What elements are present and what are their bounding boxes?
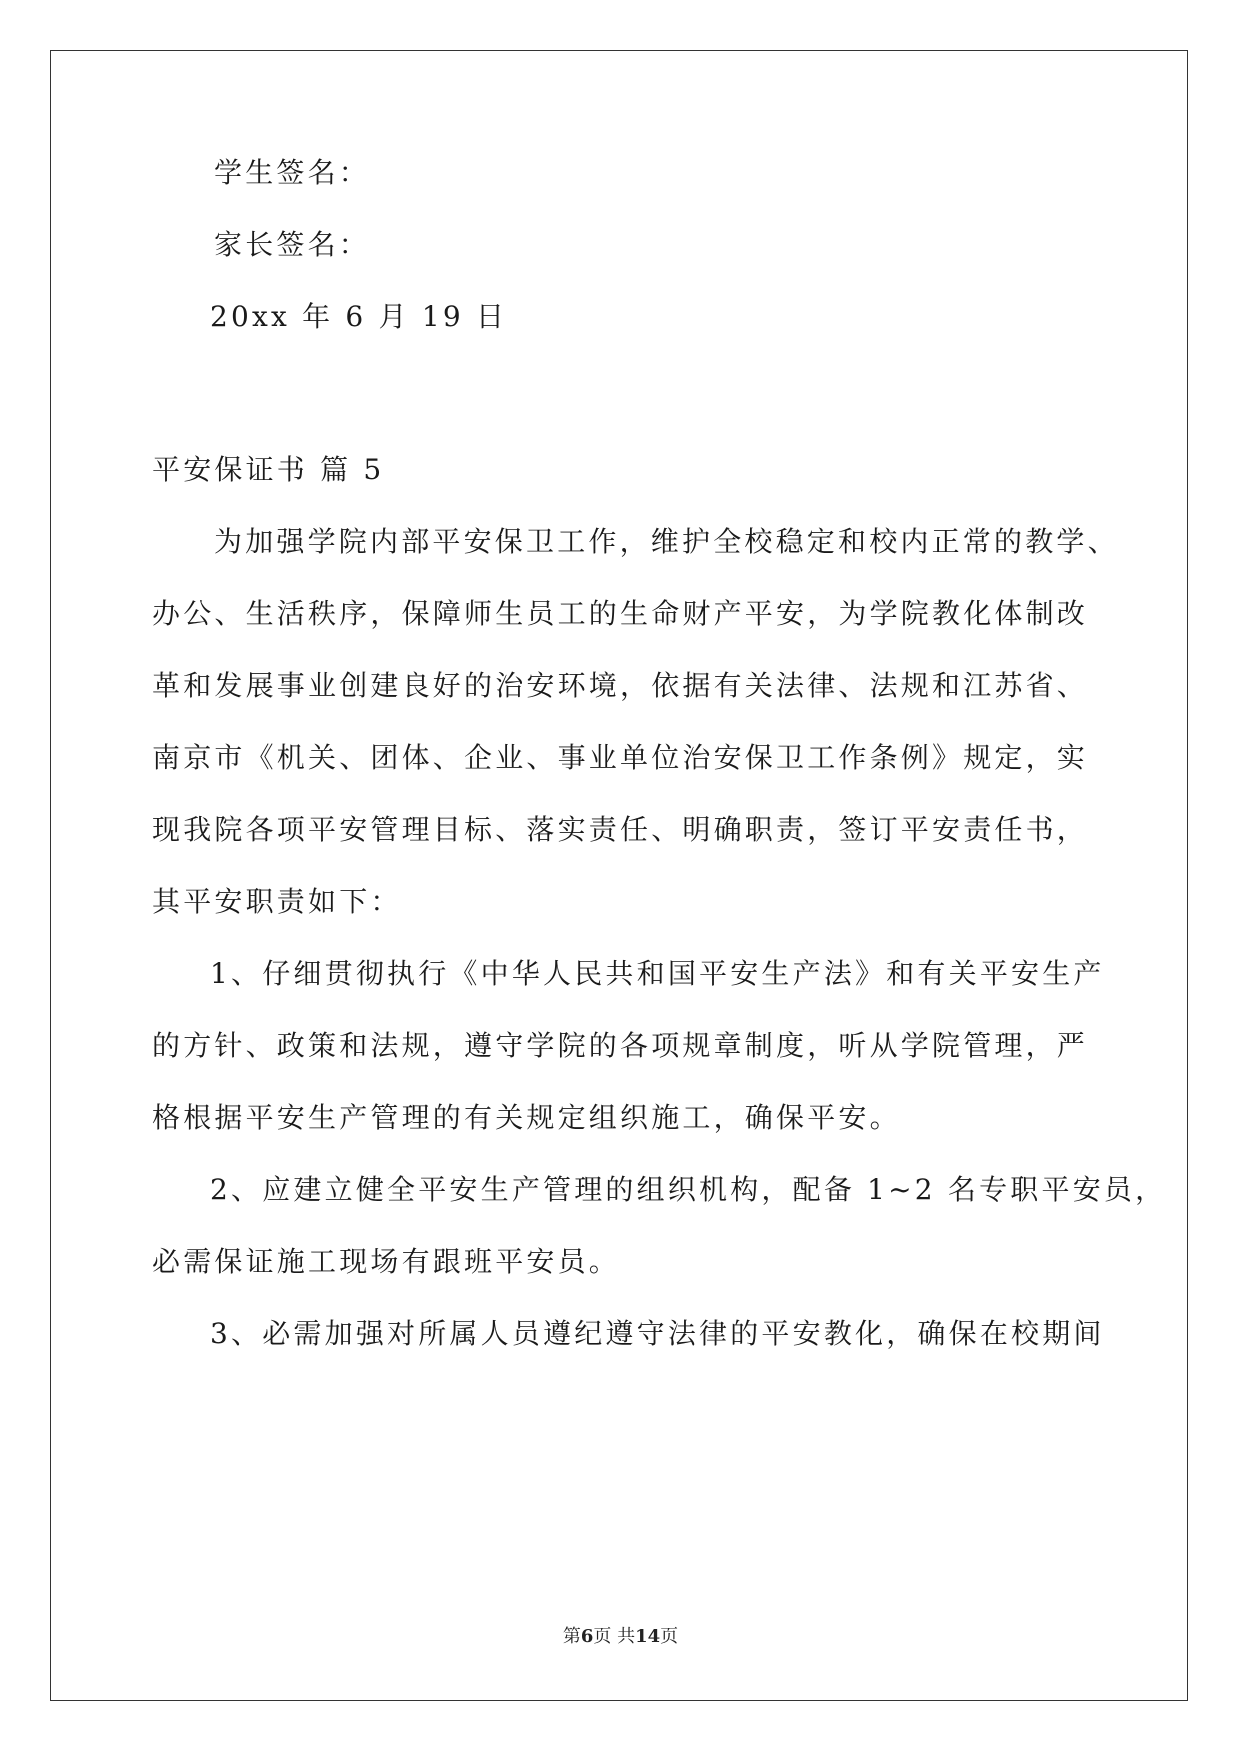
item1-line-1: 1、仔细贯彻执行《中华人民共和国平安生产法》和有关平安生产 xyxy=(210,957,1105,990)
student-signature-label: 学生签名： xyxy=(214,156,371,189)
item2-line-1: 2、应建立健全平安生产管理的组织机构，配备 1~2 名专职平安员， xyxy=(210,1173,1167,1206)
intro-line-6: 其平安职责如下： xyxy=(152,885,402,918)
intro-line-3: 革和发展事业创建良好的治安环境，依据有关法律、法规和江苏省、 xyxy=(152,669,1089,702)
item1-line-3: 格根据平安生产管理的有关规定组织施工，确保平安。 xyxy=(152,1101,901,1134)
signature-date: 20xx 年 6 月 19 日 xyxy=(210,300,508,333)
footer-mid: 页 共 xyxy=(593,1626,636,1647)
item2-line-2: 必需保证施工现场有跟班平安员。 xyxy=(152,1245,621,1278)
footer-current-page: 6 xyxy=(580,1626,594,1647)
footer-total-pages: 14 xyxy=(635,1626,661,1647)
footer-suffix: 页 xyxy=(660,1626,679,1647)
intro-line-2: 办公、生活秩序，保障师生员工的生命财产平安，为学院教化体制改 xyxy=(152,597,1089,630)
section-title: 平安保证书 篇 5 xyxy=(152,453,385,486)
intro-line-4: 南京市《机关、团体、企业、事业单位治安保卫工作条例》规定，实 xyxy=(152,741,1089,774)
item3-line-1: 3、必需加强对所属人员遵纪遵守法律的平安教化，确保在校期间 xyxy=(210,1317,1105,1350)
intro-line-5: 现我院各项平安管理目标、落实责任、明确职责，签订平安责任书， xyxy=(152,813,1089,846)
parent-signature-label: 家长签名： xyxy=(214,228,371,261)
intro-line-1: 为加强学院内部平安保卫工作，维护全校稳定和校内正常的教学、 xyxy=(214,525,1119,558)
footer-prefix: 第 xyxy=(562,1626,581,1647)
page-footer xyxy=(0,1626,1241,1648)
item1-line-2: 的方针、政策和法规，遵守学院的各项规章制度，听从学院管理，严 xyxy=(152,1029,1089,1062)
